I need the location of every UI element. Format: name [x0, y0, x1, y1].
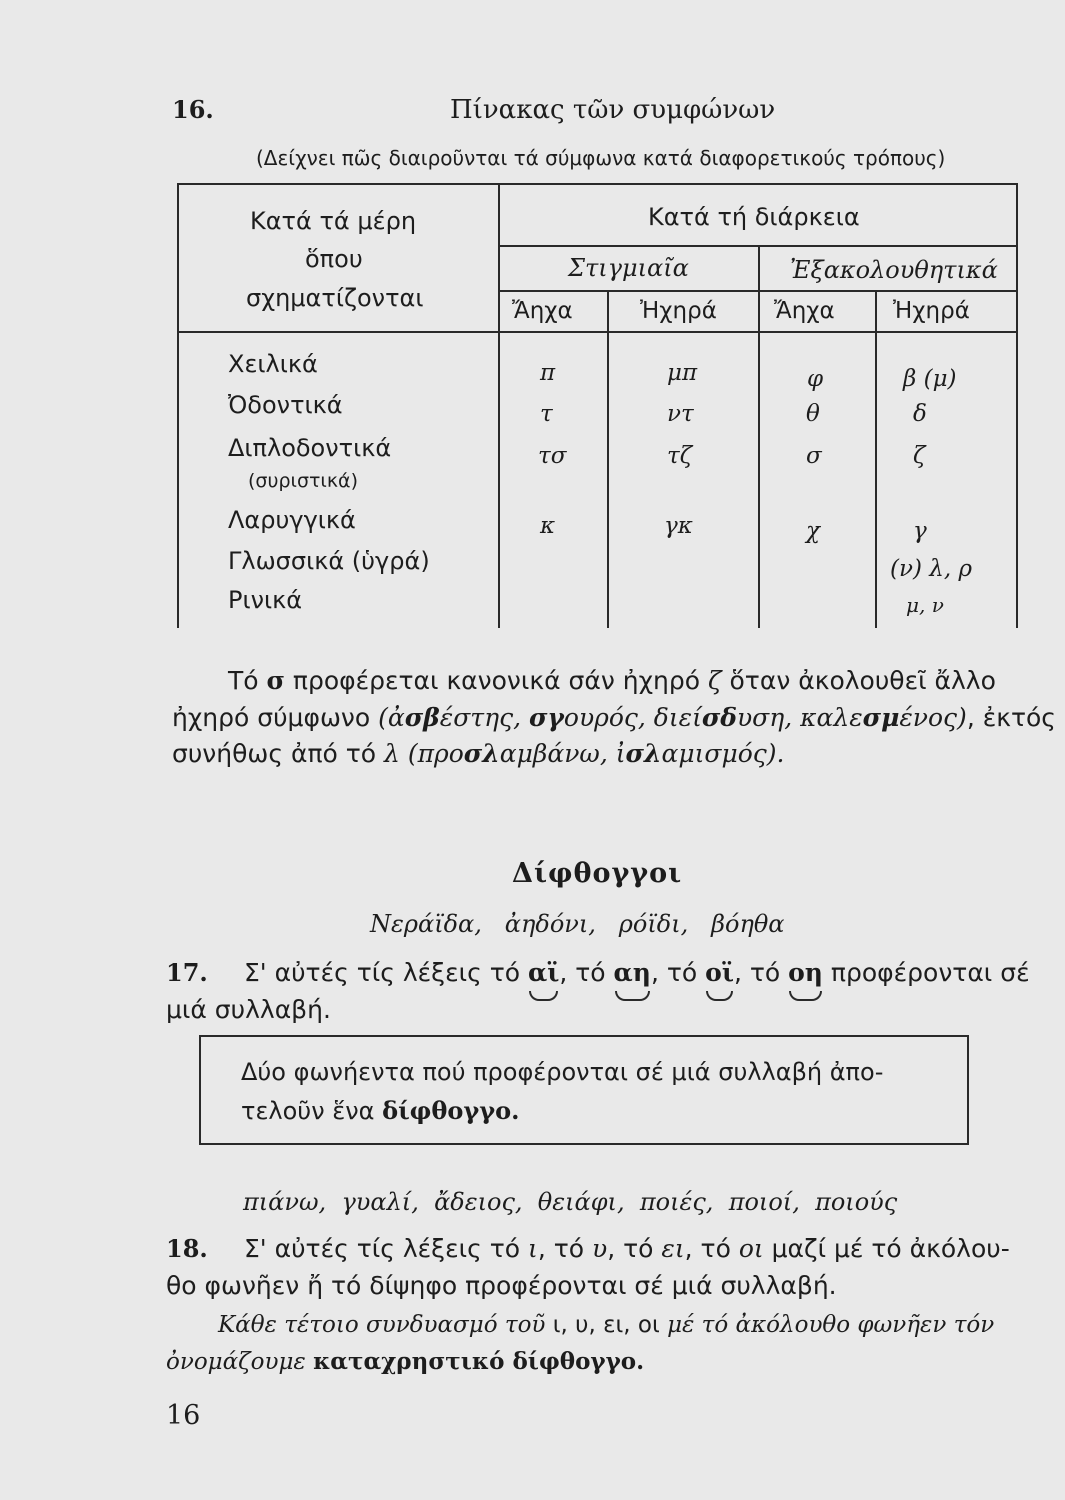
sigma-note-line-2: ἠχηρό σύμφωνο (ἀσβέστης, σγουρός, διείσδυση, καλεσμένος), ἐκτός	[172, 703, 1056, 732]
row-label-rinika: Ρινικά	[228, 586, 303, 614]
section-18-examples: πιάνω, γυαλί, ἄδειος, θειάφι, ποιές, ποιοί, ποιούς	[243, 1188, 898, 1216]
table-col-rule-2	[607, 290, 609, 628]
header-stigmiaia: Στιγμιαῖα	[568, 254, 689, 282]
section-17-line-2: μιά συλλαβή.	[166, 995, 331, 1024]
header-place-3: σχηματίζονται	[246, 284, 424, 312]
table-col-rule-1	[498, 183, 500, 628]
header-place-2: ὅπου	[305, 245, 363, 273]
cell: ζ	[913, 443, 926, 469]
header-duration: Κατά τή διάρκεια	[648, 203, 860, 231]
table-col-rule-3	[758, 245, 760, 628]
row-label-laryngika: Λαρυγγικά	[228, 506, 356, 534]
cell: ντ	[667, 401, 694, 427]
section-18-number: 18.	[166, 1234, 208, 1263]
cell: τσ	[538, 443, 567, 469]
section-18-line-1: Σ' αὐτές τίς λέξεις τό ι, τό υ, τό ει, τό οι μαζί μέ τό ἀκόλου-	[244, 1234, 1010, 1263]
cell: σ	[806, 443, 822, 469]
table-left-rule	[177, 183, 179, 628]
cell: γκ	[664, 513, 693, 539]
cell: β (μ)	[903, 366, 957, 392]
section-number: 16.	[172, 95, 214, 124]
section-18-line-3: Κάθε τέτοιο συνδυασμό τοῦ ι, υ, ει, οι μέ τό ἀκόλουθο φωνῆεν τόν	[218, 1312, 995, 1338]
table-top-rule	[177, 183, 1017, 185]
subheader-aixa-1: Ἄηχα	[512, 298, 573, 324]
cell: δ	[913, 401, 927, 427]
cell: τ	[540, 401, 553, 427]
cell: (ν) λ, ρ	[890, 556, 972, 582]
sigma-note-line-3: συνήθως ἀπό τό λ (προσλαμβάνω, ἰσλαμισμός).	[172, 739, 785, 768]
definition-line-1: Δύο φωνήεντα πού προφέρονται σέ μιά συλλαβή ἀπο-	[241, 1058, 884, 1086]
subheader-ixira-2: Ἠχηρά	[893, 298, 970, 324]
section-18-line-2: θο φωνῆεν ἤ τό δίψηφο προφέρονται σέ μιά συλλαβή.	[166, 1271, 837, 1300]
row-label-cheilika: Χειλικά	[228, 350, 318, 378]
cell: χ	[806, 518, 820, 544]
table-header-rule	[177, 331, 1017, 333]
definition-box	[199, 1035, 969, 1145]
section-17-line-1: Σ' αὐτές τίς λέξεις τό αϊ, τό αη, τό οϊ, τό οη προφέρονται σέ	[244, 954, 1030, 991]
cell: μπ	[667, 360, 698, 386]
section-title: Πίνακας τῶν συμφώνων	[450, 95, 776, 125]
table-col-rule-4	[875, 290, 877, 628]
cell: τζ	[667, 443, 693, 469]
cell: κ	[540, 513, 556, 539]
header-exakolouthitika: Ἐξακολουθητικά	[790, 256, 998, 284]
section-subtitle: (Δείχνει πῶς διαιροῦνται τά σύμφωνα κατά διαφορετικούς τρόπους)	[256, 146, 946, 170]
sigma-note-line-1: Τό σ προφέρεται κανονικά σάν ἠχηρό ζ ὅταν ἀκολουθεῖ ἄλλο	[228, 666, 996, 695]
diphthongs-examples: Νεράϊδα, ἀηδόνι, ρόϊδι, βόηθα	[370, 910, 785, 938]
table-right-rule	[1016, 183, 1018, 628]
row-label-glossika: Γλωσσικά (ὑγρά)	[228, 547, 430, 575]
page-number: 16	[166, 1400, 201, 1431]
row-label-syristika: (συριστικά)	[248, 470, 358, 492]
section-17-number: 17.	[166, 958, 208, 987]
subheader-ixira-1: Ἠχηρά	[640, 298, 717, 324]
row-label-odontika: Ὀδοντικά	[228, 391, 343, 419]
definition-line-2: τελοῦν ἕνα δίφθογγο.	[241, 1096, 520, 1125]
cell: γ	[913, 518, 927, 544]
cell: π	[540, 360, 556, 386]
header-place-1: Κατά τά μέρη	[250, 207, 417, 235]
cell: φ	[807, 366, 824, 392]
cell: θ	[806, 401, 820, 427]
cell: μ, ν	[906, 593, 944, 617]
row-label-diplodontika: Διπλοδοντικά	[228, 434, 392, 462]
subheader-aixa-2: Ἄηχα	[774, 298, 835, 324]
section-18-line-4: ὀνομάζουμε καταχρηστικό δίφθογγο.	[166, 1348, 645, 1375]
diphthongs-heading: Δίφθογγοι	[512, 858, 683, 889]
